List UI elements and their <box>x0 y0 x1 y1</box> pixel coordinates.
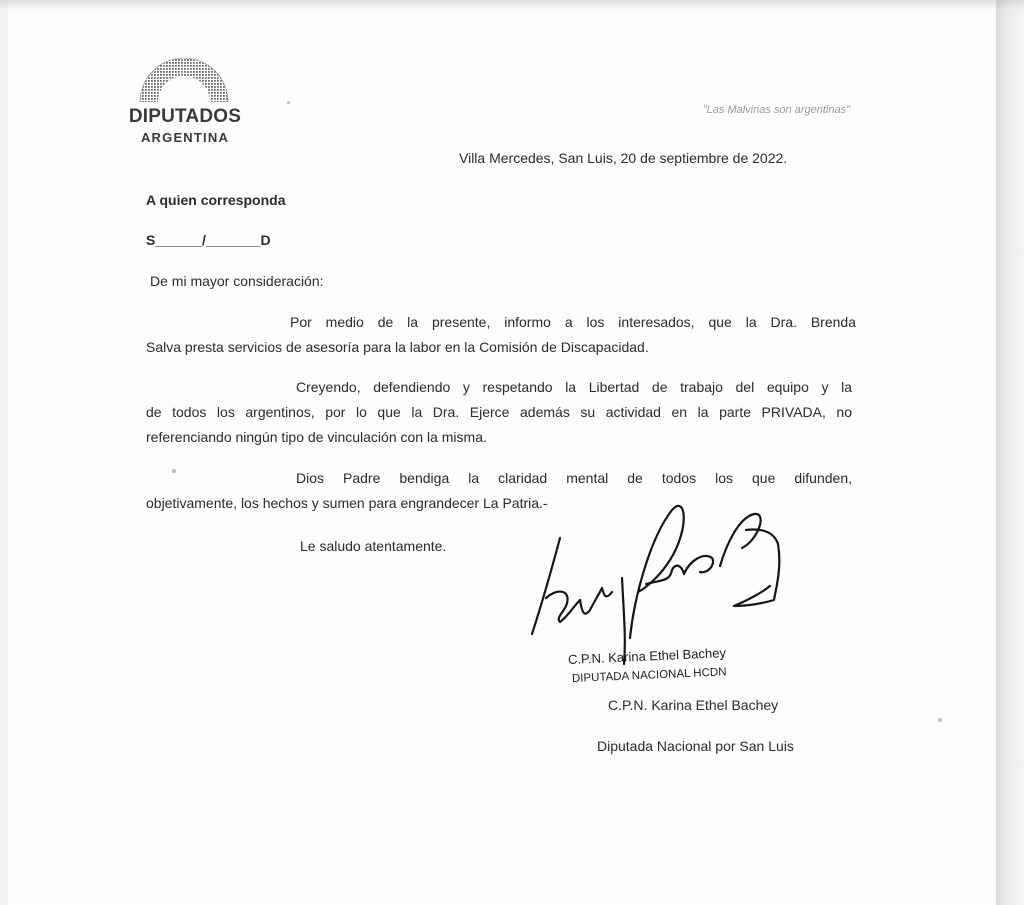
paragraph-2-line-2: de todos los argentinos, por lo que la Dra. Ejerce además su actividad en la parte PRIVADA, no <box>146 404 852 420</box>
greeting: De mi mayor consideración: <box>150 273 324 289</box>
logo-subtitle: ARGENTINA <box>140 130 230 145</box>
sd-line: S______/_______D <box>146 232 271 248</box>
paragraph-1-line-1: Por medio de la presente, informo a los interesados, que la Dra. Brenda <box>290 314 856 330</box>
signatory-name: C.P.N. Karina Ethel Bachey <box>608 697 779 713</box>
scan-speck <box>172 469 176 473</box>
paragraph-2-line-1: Creyendo, defendiendo y respetando la Libertad de trabajo del equipo y la <box>296 379 852 395</box>
chamber-seats-icon <box>136 56 232 104</box>
closing: Le saludo atentamente. <box>300 538 447 554</box>
stamp-name: C.P.N. Karina Ethel Bachey <box>567 645 727 667</box>
page-edge-shadow <box>996 0 1024 905</box>
place-date: Villa Mercedes, San Luis, 20 de septiembre de 2022. <box>459 150 788 166</box>
stamp-role: DIPUTADA NACIONAL HCDN <box>571 666 727 685</box>
signatory-title: Diputada Nacional por San Luis <box>597 738 794 754</box>
logo-title: DIPUTADOS <box>128 106 242 127</box>
addressee: A quien corresponda <box>146 192 286 208</box>
scan-speck <box>287 101 290 104</box>
paragraph-1-line-2: Salva presta servicios de asesoría para la labor en la Comisión de Discapacidad. <box>146 339 649 355</box>
scan-speck <box>938 718 942 722</box>
motto-text: "Las Malvinas son argentinas" <box>702 104 850 116</box>
diputados-logo <box>120 56 260 151</box>
paragraph-3-line-1: Dios Padre bendiga la claridad mental de todos los que difunden, <box>296 470 852 486</box>
scan-top-edge <box>0 0 1024 10</box>
paragraph-3-line-2: objetivamente, los hechos y sumen para engrandecer La Patria.- <box>146 495 548 511</box>
paragraph-2-line-3: referenciando ningún tipo de vinculación con la misma. <box>146 429 487 445</box>
